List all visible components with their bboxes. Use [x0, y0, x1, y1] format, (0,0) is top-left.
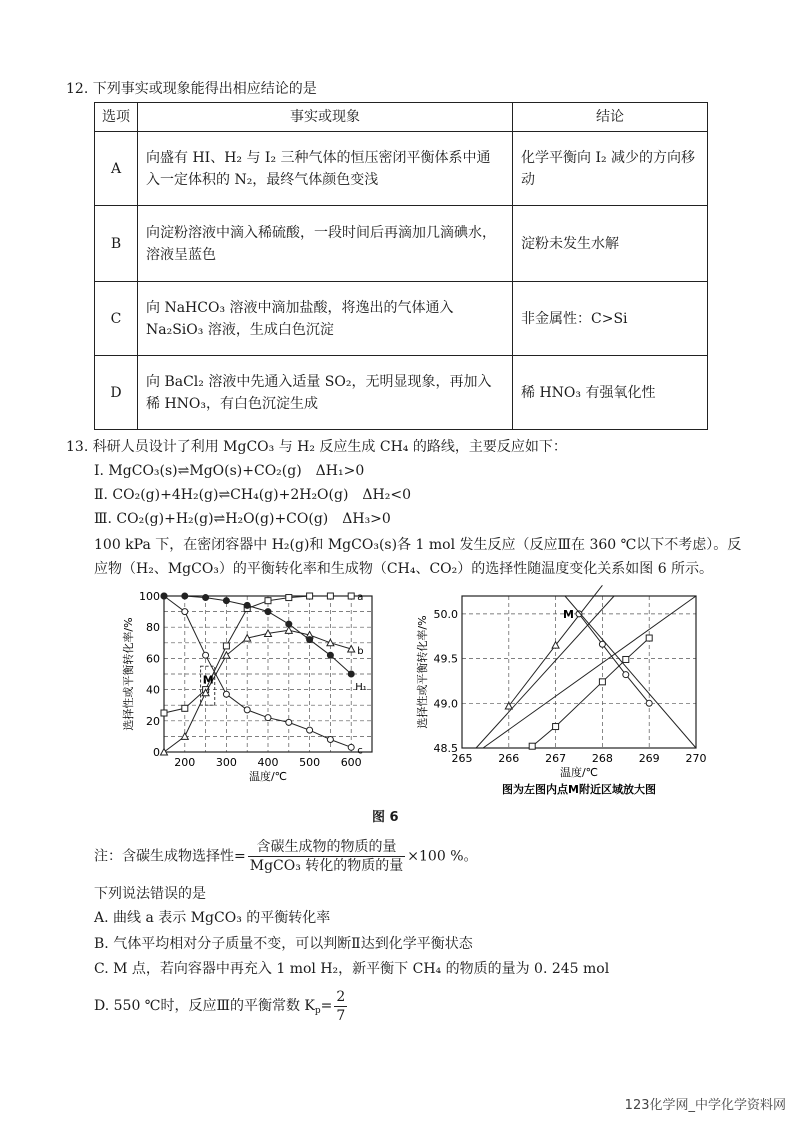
- series-line: [164, 596, 351, 674]
- main-chart: [122, 588, 384, 784]
- data-point: [553, 724, 559, 730]
- series-line: [164, 596, 351, 713]
- x-axis-label: 温度/℃: [559, 766, 599, 779]
- table-row: [95, 356, 708, 430]
- y-tick-label: 100: [139, 590, 160, 603]
- trend-line: [476, 596, 614, 748]
- data-point: [529, 743, 535, 749]
- point-m-label: M: [202, 673, 214, 687]
- y-tick-label: 49.5: [433, 652, 458, 666]
- data-point: [244, 707, 250, 713]
- table-row: [95, 282, 708, 356]
- data-point: [307, 637, 313, 643]
- data-point: [646, 635, 652, 641]
- y-tick-label: 49.0: [433, 697, 458, 711]
- row-conclusion: 非金属性：C>Si: [513, 282, 708, 356]
- data-point: [182, 593, 188, 599]
- point-m-label: M: [563, 607, 574, 621]
- q12-table: [94, 102, 708, 430]
- q12-stem: 12. 下列事实或现象能得出相应结论的是: [66, 81, 317, 97]
- data-point: [182, 705, 188, 711]
- note-suffix: ×100 %。: [407, 848, 478, 865]
- data-point: [223, 598, 229, 604]
- data-point: [265, 598, 271, 604]
- q13-ask: 下列说法错误的是: [94, 886, 206, 902]
- x-tick-label: 269: [638, 752, 660, 765]
- option-a: A. 曲线 a 表示 MgCO₃ 的平衡转化率: [94, 910, 331, 926]
- kp-fraction: [334, 988, 347, 1025]
- y-tick-label: 40: [146, 683, 160, 697]
- data-point: [286, 621, 292, 627]
- x-tick-label: 270: [685, 752, 707, 765]
- data-point: [244, 602, 250, 608]
- option-b: B. 气体平均相对分子质量不变，可以判断Ⅱ达到化学平衡状态: [94, 936, 473, 952]
- row-fact: 向盛有 HI、H₂ 与 I₂ 三种气体的恒压密闭平衡体系中通入一定体积的 N₂，最终气体颜色变浅: [138, 132, 513, 206]
- note-prefix: 注：含碳生成物选择性=: [94, 848, 246, 865]
- reaction-2: Ⅱ. CO₂(g)+4H₂(g)⇌CH₄(g)+2H₂O(g) ΔH₂<0: [94, 487, 411, 503]
- data-point: [223, 691, 229, 697]
- row-conclusion: 稀 HNO₃ 有强氧化性: [513, 356, 708, 430]
- x-axis-label: 温度/℃: [248, 770, 288, 783]
- x-tick-label: 267: [545, 752, 567, 765]
- series-line: [164, 596, 351, 747]
- kp-subscript: p: [314, 1006, 321, 1016]
- data-point: [307, 593, 313, 599]
- option-d-equals: =: [320, 998, 333, 1014]
- header-conclusion: 结论: [513, 103, 708, 132]
- row-fact: 向 NaHCO₃ 溶液中滴加盐酸，将逸出的气体通入 Na₂SiO₃ 溶液，生成白色沉淀: [138, 282, 513, 356]
- trend-line: [565, 596, 696, 748]
- kp-numerator: 2: [336, 988, 346, 1005]
- data-point: [646, 700, 652, 706]
- data-point: [286, 595, 292, 601]
- row-fact: 向 BaCl₂ 溶液中先通入适量 SO₂，无明显现象，再加入稀 HNO₃，有白色沉淀生成: [138, 356, 513, 430]
- row-option: B: [95, 206, 138, 282]
- selectivity-note: [94, 838, 478, 875]
- option-d-text: D. 550 ℃时，反应Ⅲ的平衡常数 K: [94, 998, 315, 1014]
- table-row: [95, 132, 708, 206]
- data-point: [285, 627, 292, 634]
- row-option: D: [95, 356, 138, 430]
- x-tick-label: 200: [174, 756, 196, 769]
- x-tick-label: 400: [257, 756, 279, 769]
- option-c: C. M 点，若向容器中再充入 1 mol H₂，新平衡下 CH₄ 的物质的量为 0. 245 mol: [94, 961, 610, 977]
- zoom-chart: [414, 588, 707, 810]
- data-point: [286, 719, 292, 725]
- reaction-1: Ⅰ. MgCO₃(s)⇌MgO(s)+CO₂(g) ΔH₁>0: [94, 463, 365, 479]
- data-point: [623, 672, 629, 678]
- x-tick-label: 600: [340, 756, 362, 769]
- series-label: c: [357, 745, 363, 757]
- y-tick-label: 0: [153, 746, 160, 759]
- series-label: a: [357, 592, 364, 603]
- data-point: [307, 727, 313, 733]
- data-point: [348, 593, 354, 599]
- trend-line: [483, 596, 696, 748]
- header-option: 选项: [95, 103, 138, 132]
- q13-paragraph-2: 应物（H₂、MgCO₃）的平衡转化率和生成物（CH₄、CO₂）的选择性随温度变化关系如图 6 所示。: [94, 561, 714, 577]
- reaction-3: Ⅲ. CO₂(g)+H₂(g)⇌H₂O(g)+CO(g) ΔH₃>0: [94, 511, 391, 527]
- table-header-row: [95, 103, 708, 132]
- row-conclusion: 淀粉未发生水解: [513, 206, 708, 282]
- header-fact: 事实或现象: [138, 103, 513, 132]
- data-point: [223, 643, 229, 649]
- x-tick-label: 265: [451, 752, 473, 765]
- x-tick-label: 500: [299, 756, 321, 769]
- kp-denominator: 7: [336, 1007, 346, 1024]
- series-line: [532, 638, 649, 746]
- y-tick-label: 50.0: [433, 607, 458, 621]
- row-option: C: [95, 282, 138, 356]
- q13-stem: 13. 科研人员设计了利用 MgCO₃ 与 H₂ 反应生成 CH₄ 的路线，主要反应如下：: [66, 439, 567, 455]
- row-option: A: [95, 132, 138, 206]
- x-tick-label: 268: [591, 752, 613, 765]
- note-numerator: 含碳生成物的物质的量: [248, 838, 406, 857]
- row-conclusion: 化学平衡向 I₂ 减少的方向移动: [513, 132, 708, 206]
- note-fraction: [248, 838, 406, 875]
- zoom-caption: 图为左图内点M附近区域放大图: [502, 783, 656, 796]
- data-point: [327, 737, 333, 743]
- data-point: [265, 609, 271, 615]
- data-point: [348, 744, 354, 750]
- y-axis-label: 选择性或平衡转化率/%: [122, 617, 135, 731]
- series-label: H₁: [355, 682, 367, 693]
- note-denominator: MgCO₃ 转化的物质的量: [249, 858, 404, 874]
- data-point: [161, 710, 167, 716]
- option-d: [94, 986, 349, 1026]
- data-point: [599, 679, 605, 685]
- data-point: [327, 593, 333, 599]
- data-point: [182, 609, 188, 615]
- y-tick-label: 60: [146, 652, 160, 666]
- data-point: [327, 652, 333, 658]
- q13-paragraph-1: 100 kPa 下，在密闭容器中 H₂(g)和 MgCO₃(s)各 1 mol 发生反应（反应Ⅲ在 360 ℃以下不考虑）。反: [94, 537, 742, 553]
- y-tick-label: 20: [146, 714, 160, 728]
- data-point: [161, 593, 167, 599]
- data-point: [348, 671, 354, 677]
- row-fact: 向淀粉溶液中滴入稀硫酸，一段时间后再滴加几滴碘水，溶液呈蓝色: [138, 206, 513, 282]
- data-point: [265, 715, 271, 721]
- y-tick-label: 80: [146, 621, 160, 635]
- data-point: [203, 652, 209, 658]
- series-label: b: [357, 646, 364, 658]
- series-line: [164, 630, 351, 752]
- x-tick-label: 300: [215, 756, 237, 769]
- data-point: [203, 595, 209, 601]
- table-row: [95, 206, 708, 282]
- figure-caption: 图 6: [372, 810, 399, 825]
- y-axis-label: 选择性或平衡转化率/%: [416, 615, 429, 729]
- x-tick-label: 266: [498, 752, 520, 765]
- y-tick-label: 48.5: [433, 742, 458, 755]
- site-footer: 123化学网_中学化学资料网: [624, 1098, 786, 1113]
- data-point: [623, 656, 629, 662]
